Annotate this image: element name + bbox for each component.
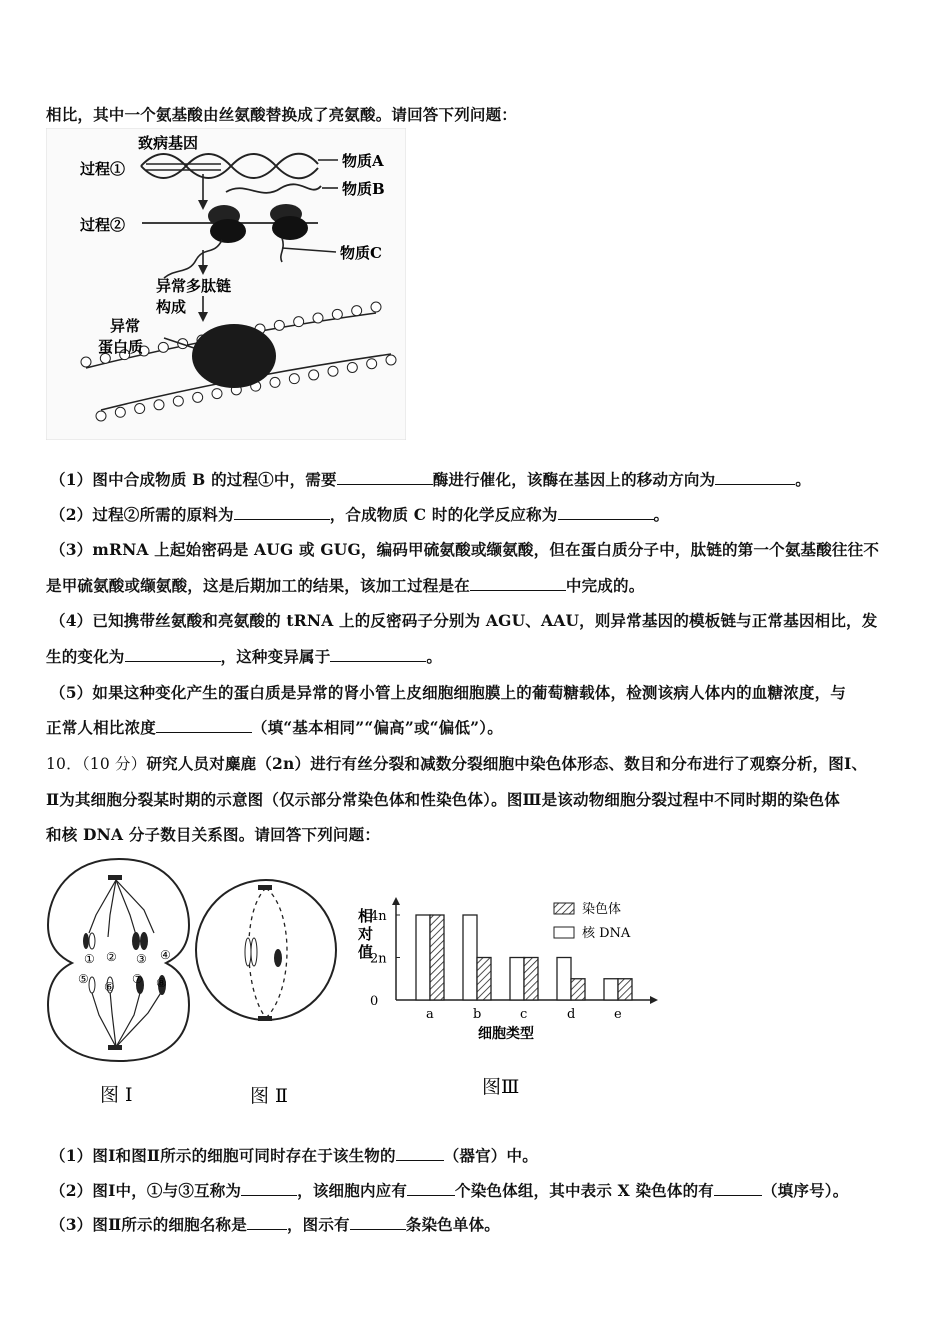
answer-blank[interactable] bbox=[470, 576, 566, 591]
y-tick-label: 0 bbox=[370, 994, 379, 1009]
gene-expression-figure bbox=[46, 128, 406, 440]
caption-fig3: 图Ⅲ bbox=[482, 1076, 520, 1098]
answer-blank[interactable] bbox=[715, 470, 795, 485]
answer-blank[interactable] bbox=[396, 1146, 444, 1161]
answer-blank[interactable] bbox=[714, 1181, 762, 1196]
answer-blank[interactable] bbox=[350, 1215, 406, 1230]
circled-8: ⑧ bbox=[156, 976, 167, 990]
answer-blank[interactable] bbox=[156, 718, 252, 733]
x-tick-label-a: a bbox=[426, 1007, 434, 1022]
lipid-head bbox=[347, 362, 357, 372]
bar-chromosome-d bbox=[571, 979, 585, 1000]
legend-dna-swatch bbox=[554, 927, 574, 938]
circled-3: ③ bbox=[136, 952, 147, 966]
x-axis-arrow bbox=[650, 996, 658, 1004]
legend-chromosome: 染色体 bbox=[582, 902, 622, 917]
bar-chromosome-c bbox=[524, 958, 538, 1001]
lipid-head bbox=[173, 396, 183, 406]
q10-stem-line3: 和核 DNA 分子数目关系图。请回答下列问题： bbox=[46, 825, 381, 844]
q10-stem-line2: Ⅱ为其细胞分裂某时期的示意图（仅示部分常染色体和性染色体）。图Ⅲ是该动物细胞分裂过程中不同时期的染色体 bbox=[46, 790, 840, 809]
lipid-head bbox=[154, 400, 164, 410]
y-axis-arrow bbox=[392, 897, 400, 905]
y-tick-label: 2n bbox=[370, 951, 387, 967]
lipid-head bbox=[96, 411, 106, 421]
figure-cell-II bbox=[194, 870, 344, 1115]
label-process2: 过程② bbox=[80, 216, 126, 234]
lipid-head bbox=[352, 306, 362, 316]
figure-chart-III bbox=[350, 885, 660, 1110]
x-tick-label-b: b bbox=[473, 1007, 482, 1022]
answer-blank[interactable] bbox=[558, 505, 654, 520]
bar-dna-b bbox=[463, 915, 477, 1000]
x-tick-label-e: e bbox=[614, 1007, 622, 1022]
lipid-head bbox=[212, 389, 222, 399]
bar-chromosome-e bbox=[618, 979, 632, 1000]
question-number: 10．（10 分） bbox=[46, 755, 147, 773]
caption-fig2: 图 Ⅱ bbox=[250, 1085, 288, 1107]
lipid-head bbox=[270, 377, 280, 387]
answer-blank[interactable] bbox=[407, 1181, 455, 1196]
circled-7: ⑦ bbox=[132, 972, 143, 986]
q10-part1: （1）图Ⅰ和图Ⅱ所示的细胞可同时存在于该生物的 （器官）中。 bbox=[50, 1146, 538, 1165]
y-tick-label: 4n bbox=[370, 909, 387, 924]
label-matC: 物质C bbox=[340, 244, 382, 262]
circled-2: ② bbox=[106, 950, 117, 964]
q9-part3-line1: （3）mRNA 上起始密码是 AUG 或 GUG，编码甲硫氨酸或缬氨酸，但在蛋白质分子中，肽链的第一个氨基酸往往不 bbox=[50, 540, 880, 559]
intro-text: 相比，其中一个氨基酸由丝氨酸替换成了亮氨酸。请回答下列问题： bbox=[46, 105, 518, 124]
q10-stem-line1: 10．（10 分）研究人员对麋鹿（2n）进行有丝分裂和减数分裂细胞中染色体形态、数目和分布进行了观察分析，图Ⅰ、 bbox=[46, 754, 868, 773]
circled-4: ④ bbox=[160, 948, 171, 962]
q10-part3: （3）图Ⅱ所示的细胞名称是 ，图示有 条染色单体。 bbox=[50, 1215, 500, 1234]
circled-5: ⑤ bbox=[78, 972, 89, 986]
bar-dna-a bbox=[416, 915, 430, 1000]
bar-chromosome-b bbox=[477, 958, 491, 1001]
q9-part1: （1）图中合成物质 B 的过程①中，需要 酶进行催化，该酶在基因上的移动方向为 。 bbox=[50, 470, 811, 489]
label-chain: 异常多肽链 bbox=[156, 277, 232, 295]
caption-fig1: 图 Ⅰ bbox=[100, 1084, 133, 1106]
lipid-head bbox=[294, 317, 304, 327]
lipid-head bbox=[313, 313, 323, 323]
label-matB: 物质B bbox=[342, 180, 385, 198]
q9-part4-line2: 生的变化为 ，这种变异属于 。 bbox=[46, 647, 443, 666]
figure-cell-I bbox=[44, 855, 194, 1115]
answer-blank[interactable] bbox=[337, 470, 433, 485]
q9-part4-line1: （4）已知携带丝氨酸和亮氨酸的 tRNA 上的反密码子分别为 AGU、AAU，则异常基因的模板链与正常基因相比，发 bbox=[50, 611, 878, 630]
label-abnormal: 异常 bbox=[110, 317, 141, 335]
lipid-head bbox=[367, 359, 377, 369]
label-protein: 蛋白质 bbox=[98, 338, 144, 356]
lipid-head bbox=[81, 357, 91, 367]
answer-blank[interactable] bbox=[234, 505, 330, 520]
y-axis-label-char: 相 bbox=[358, 907, 374, 925]
lipid-head bbox=[371, 302, 381, 312]
lipid-head bbox=[274, 320, 284, 330]
lipid-head bbox=[328, 366, 338, 376]
lipid-head bbox=[289, 374, 299, 384]
lipid-head bbox=[115, 407, 125, 417]
circled-1: ① bbox=[84, 952, 95, 966]
legend-dna: 核 DNA bbox=[582, 926, 631, 941]
lipid-head bbox=[193, 392, 203, 402]
lipid-head bbox=[158, 342, 168, 352]
label-compose: 构成 bbox=[156, 298, 187, 316]
lipid-head bbox=[135, 404, 145, 414]
q9-part3-line2: 是甲硫氨酸或缬氨酸，这是后期加工的结果，该加工过程是在 中完成的。 bbox=[46, 576, 645, 595]
lipid-head bbox=[309, 370, 319, 380]
x-tick-label-d: d bbox=[567, 1007, 576, 1022]
bar-dna-d bbox=[557, 958, 571, 1001]
label-gene: 致病基因 bbox=[138, 134, 199, 152]
q9-part5-line1: （5）如果这种变化产生的蛋白质是异常的肾小管上皮细胞细胞膜上的葡萄糖载体，检测该病人体内的血糖浓度，与 bbox=[50, 683, 846, 702]
q9-part2: （2）过程②所需的原料为 ，合成物质 C 时的化学反应称为 。 bbox=[50, 505, 670, 524]
bar-chromosome-a bbox=[430, 915, 444, 1000]
y-axis-label-char: 值 bbox=[358, 943, 374, 961]
y-axis-label-char: 对 bbox=[358, 925, 374, 943]
q10-part2: （2）图Ⅰ中，①与③互称为 ，该细胞内应有 个染色体组，其中表示 X 染色体的有 （填序号）。 bbox=[50, 1181, 849, 1200]
label-process1: 过程① bbox=[80, 160, 126, 178]
legend-chromosome-swatch bbox=[554, 903, 574, 914]
lipid-head bbox=[386, 355, 396, 365]
answer-blank[interactable] bbox=[247, 1215, 287, 1230]
bar-dna-c bbox=[510, 958, 524, 1001]
circled-6: ⑥ bbox=[104, 980, 115, 994]
x-tick-label-c: c bbox=[520, 1007, 528, 1022]
answer-blank[interactable] bbox=[330, 647, 426, 662]
x-axis-label: 细胞类型 bbox=[478, 1026, 534, 1042]
q9-part5-line2: 正常人相比浓度 （填“基本相同”“偏高”或“偏低”）。 bbox=[46, 718, 503, 737]
lipid-head bbox=[332, 309, 342, 319]
answer-blank[interactable] bbox=[241, 1181, 297, 1196]
answer-blank[interactable] bbox=[125, 647, 221, 662]
bar-dna-e bbox=[604, 979, 618, 1000]
label-matA: 物质A bbox=[342, 152, 384, 170]
